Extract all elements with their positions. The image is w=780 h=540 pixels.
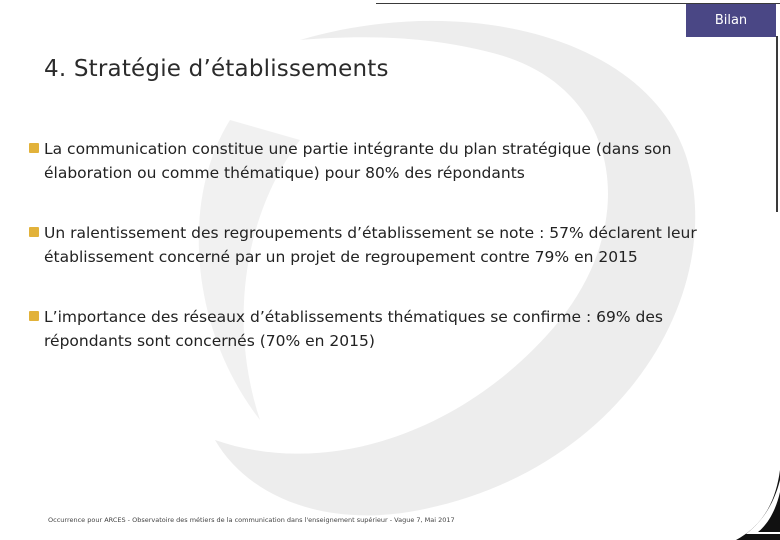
bullet-square-icon bbox=[29, 143, 39, 153]
corner-logo-fragment bbox=[736, 470, 780, 540]
bullet-list bbox=[29, 137, 729, 389]
page-title: 4. Stratégie d’établissements bbox=[44, 56, 389, 82]
bullet-text: Un ralentissement des regroupements d’établissement se note : 57% déclarent leur établissement concerné par un projet de regroupement contre 79% en 2015 bbox=[44, 224, 697, 266]
bullet-square-icon bbox=[29, 227, 39, 237]
bullet-item bbox=[29, 137, 729, 185]
bullet-item bbox=[29, 221, 729, 269]
bullet-text: L’importance des réseaux d’établissements thématiques se confirme : 69% des répondants sont concernés (70% en 2015) bbox=[44, 308, 663, 350]
footer-note: Occurrence pour ARCES - Observatoire des métiers de la communication dans l'enseignement supérieur - Vague 7, Mai 2017 bbox=[48, 516, 455, 524]
side-rule bbox=[776, 36, 778, 212]
bullet-item bbox=[29, 305, 729, 353]
section-tag bbox=[686, 4, 776, 37]
bullet-text: La communication constitue une partie intégrante du plan stratégique (dans son élaboration ou comme thématique) pour 80% des répondants bbox=[44, 140, 672, 182]
section-tag-label: Bilan bbox=[714, 13, 748, 28]
bullet-square-icon bbox=[29, 311, 39, 321]
